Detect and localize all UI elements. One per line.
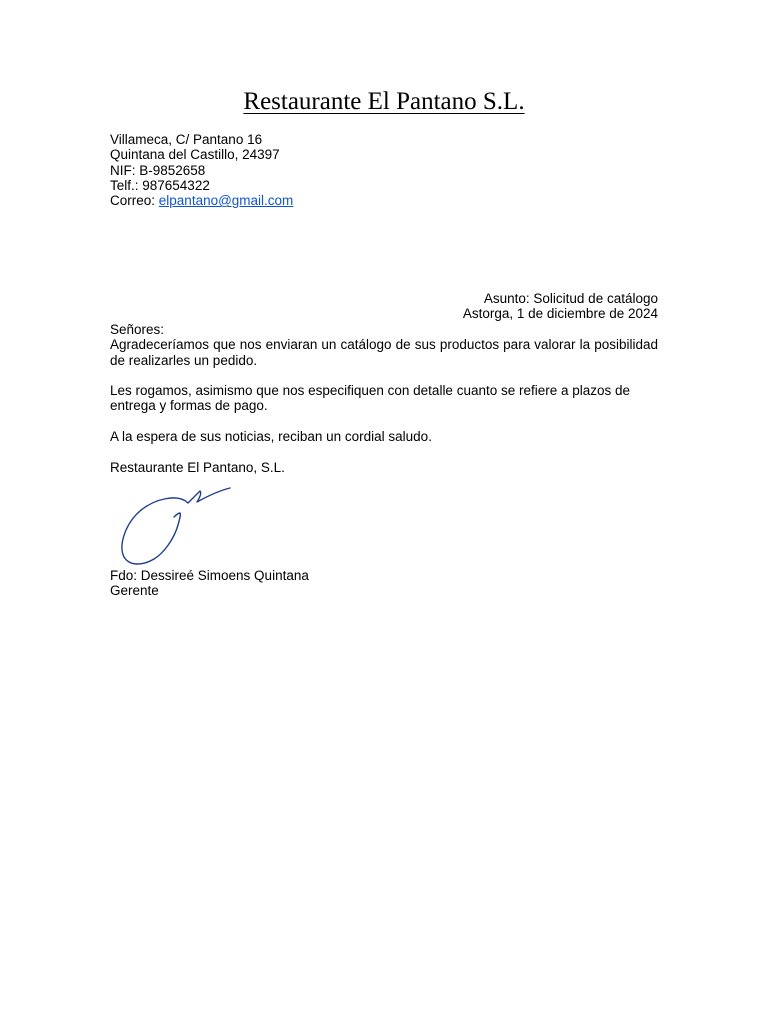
email-line: [110, 193, 293, 208]
letterhead-title: [0, 86, 768, 118]
nif-line: NIF: B-9852658: [110, 162, 206, 178]
signatory-block: [110, 568, 309, 599]
company-signoff: Restaurante El Pantano, S.L.: [110, 459, 285, 475]
subject-line: Asunto: Solicitud de catálogo: [483, 291, 658, 306]
handwritten-signature: [118, 485, 234, 569]
signature-stroke: [122, 488, 230, 564]
sender-address-block: [110, 132, 293, 208]
paragraph-spacer: [110, 444, 658, 459]
salutation: Señores:: [110, 322, 165, 337]
letter-body: [110, 322, 658, 475]
paragraph-spacer: [110, 414, 658, 429]
email-label: Correo:: [110, 193, 159, 209]
body-paragraph-2: Les rogamos, asimismo que nos especifiquen con detalle cuanto se refiere a plazos de entrega y formas de pago.: [110, 383, 631, 414]
company-name: Restaurante El Pantano S.L.: [243, 88, 525, 115]
address-line-1: Villameca, C/ Pantano 16: [110, 132, 263, 147]
signed-by-line: Fdo: Dessireé Simoens Quintana: [110, 568, 309, 583]
role-line: Gerente: [110, 583, 159, 599]
address-line-2: Quintana del Castillo, 24397: [110, 147, 280, 163]
closing-line: A la espera de sus noticias, reciban un cordial saludo.: [110, 429, 432, 445]
place-date-line: Astorga, 1 de diciembre de 2024: [462, 306, 658, 322]
subject-date-block: [463, 291, 658, 322]
email-link[interactable]: elpantano@gmail.com: [158, 193, 294, 209]
phone-line: Telf.: 987654322: [110, 177, 210, 193]
paragraph-spacer: [110, 368, 658, 383]
body-paragraph-1: Agradeceríamos que nos enviaran un catálogo de sus productos para valorar la posibilidad de realizarles un pedido.: [110, 337, 658, 368]
